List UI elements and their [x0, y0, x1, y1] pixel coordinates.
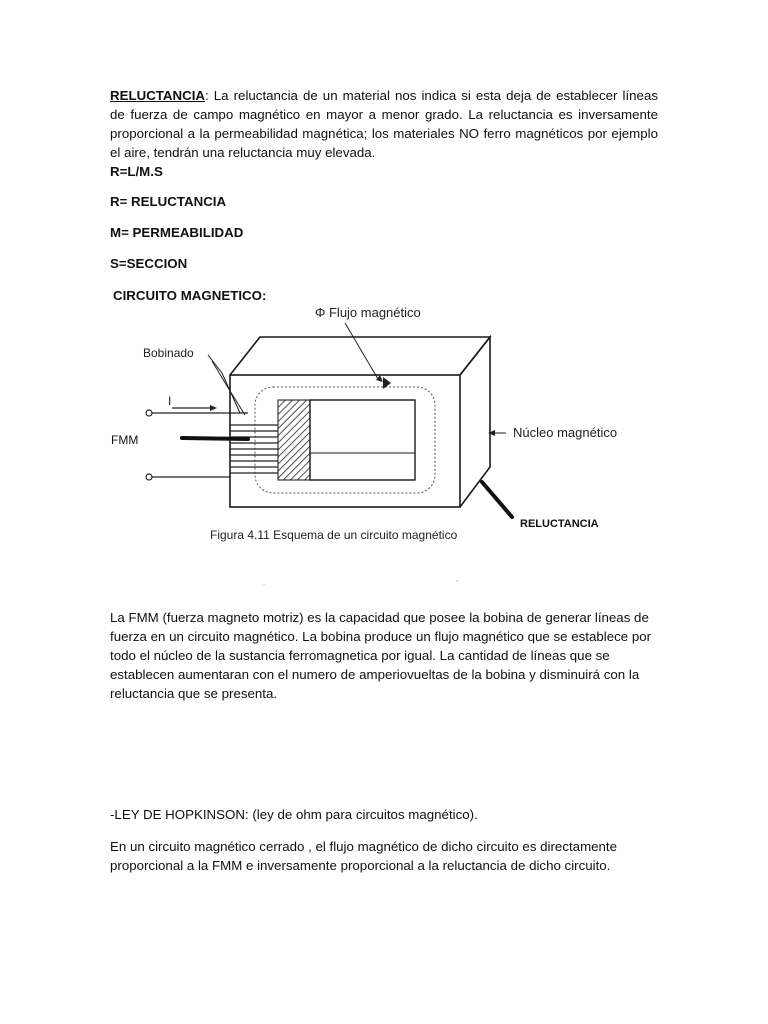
- terminal-bottom: [146, 474, 152, 480]
- reluctance-label: RELUCTANCIA: [520, 518, 599, 530]
- magnetic-circuit-figure: [100, 295, 660, 585]
- formula-m-definition: M= PERMEABILIDAD: [110, 225, 244, 240]
- flux-leader-line: [345, 323, 378, 379]
- formula-s-definition: S=SECCION: [110, 256, 188, 271]
- fmm-paragraph: La FMM (fuerza magneto motriz) es la capacidad que posee la bobina de generar líneas de fuerza en un circuito magnético. La bobina produce un flujo magnético que se establece por todo el núcleo de la sustancia ferromagnetica por igual. La cantidad de líneas que se establecen aumentaran con el numero de amperiovueltas de la bobina y disminuirá con la reluctancia que se presenta.: [110, 610, 652, 701]
- reluctance-paragraph: [110, 86, 658, 162]
- core-label: Núcleo magnético: [513, 425, 618, 440]
- reluctance-pointer: [482, 482, 512, 517]
- fmm-pointer: [182, 438, 248, 439]
- coil-label: Bobinado: [143, 346, 194, 360]
- fmm-label: FMM: [111, 433, 139, 447]
- reluctance-term: RELUCTANCIA: [110, 88, 206, 103]
- coil-wires: [152, 413, 278, 477]
- section-title: CIRCUITO MAGNETICO:: [113, 288, 267, 303]
- magnetic-core-shape: [230, 337, 490, 507]
- hopkinson-paragraph: En un circuito magnético cerrado , el flujo magnético de dicho circuito es directamente proporcional a la FMM e inversamente proporcional a la reluctancia de dicho circuito.: [110, 839, 618, 873]
- hopkinson-heading: -LEY DE HOPKINSON: (ley de ohm para circuitos magnético).: [110, 807, 478, 822]
- flux-label: Φ Flujo magnético: [315, 305, 421, 320]
- current-label: I: [168, 394, 172, 408]
- reluctance-definition: : La reluctancia de un material nos indica si esta deja de establecer líneas de fuerza de campo magnético en mayor a menor grado. La reluctancia es inversamente proporcional a la permeabilidad magnética; los materiales NO ferro magnéticos por ejemplo el aire, tendrán una reluctancia muy elevada.: [110, 88, 658, 160]
- formula-r-definition: R= RELUCTANCIA: [110, 194, 227, 209]
- terminal-top: [146, 410, 152, 416]
- coil-winding: [278, 400, 310, 480]
- reluctance-formula: R=L/M.S: [110, 164, 163, 179]
- figure-caption: Figura 4.11 Esquema de un circuito magnético: [210, 528, 458, 542]
